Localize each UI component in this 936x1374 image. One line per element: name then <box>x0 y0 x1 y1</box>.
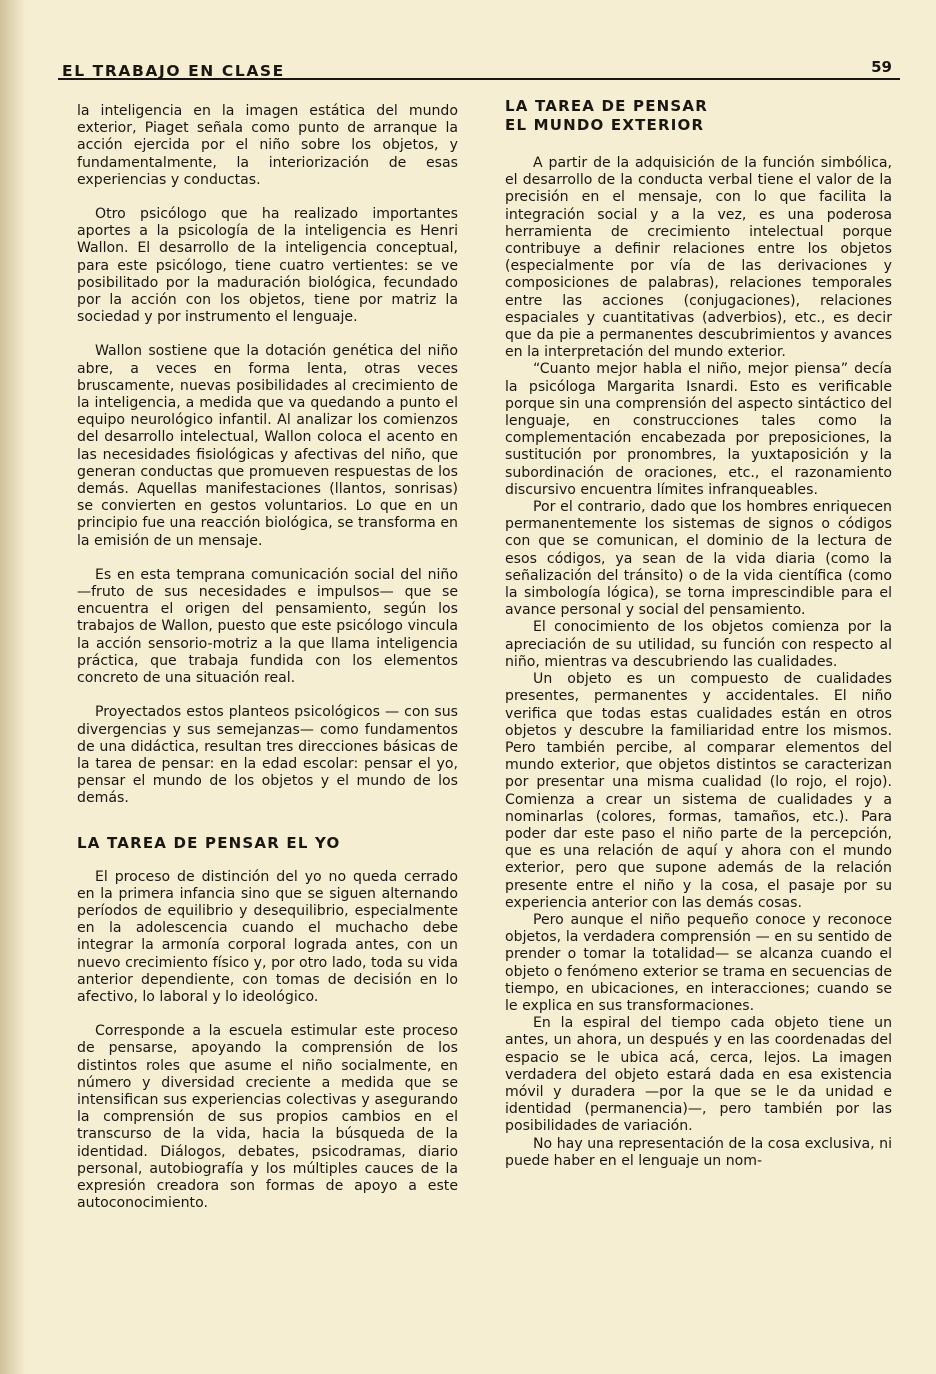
paragraph: El proceso de distinción del yo no queda cerrado en la primera infancia sino que se siguen alternando períodos de equilibrio y desequilibrio, especialmente en la adolescencia cuando el muchacho debe integrar la armonía corporal lograda antes, con un nuevo crecimiento físico y, por otro lado, toda su vida anterior dependiente, con tomas de decisión en lo afectivo, lo laboral y lo ideológico. <box>77 868 458 1005</box>
paragraph: Wallon sostiene que la dotación genética del niño abre, a veces en forma lenta, otras veces bruscamente, nuevas posibilidades al crecimiento de la inteligencia, a medida que va quedando a punto el equipo neurológico infantil. Al analizar los comienzos del desarrollo intelectual, Wallon coloca el acento en las necesidades fisiológicas y afectivas del niño, que generan conductas que promueven respuestas de los demás. Aquellas manifestaciones (llantos, sonrisas) se convierten en gestos voluntarios. Lo que en un principio fue una reacción biológica, se transforma en la emisión de un mensaje. <box>77 343 458 549</box>
paragraph: En la espiral del tiempo cada objeto tiene un antes, un ahora, un después y en las coordenadas del espacio se le ubica acá, cerca, lejos. La imagen verdadera del objeto estará dada en esa existencia móvil y duradera —por la que se le da unidad e identidad (permanencia)—, pero también por las posibilidades de variación. <box>505 1015 892 1135</box>
paragraph: Proyectados estos planteos psicológicos — con sus divergencias y sus semejanzas— como fundamentos de una didáctica, resultan tres direcciones básicas de la tarea de pensar: en la edad escolar: pensar el yo, pensar el mundo de los objetos y el mundo de los demás. <box>77 704 458 807</box>
page-number: 59 <box>871 58 892 76</box>
header-rule <box>58 78 900 80</box>
section-title-mundo-exterior <box>505 97 892 135</box>
paragraph: Pero aunque el niño pequeño conoce y reconoce objetos, la verdadera comprensión — en su sentido de prender o tomar la totalidad— se alcanza cuando el objeto o fenómeno exterior se trama en secuencias de tiempo, en ubicaciones, en interacciones; cuando se le explica en sus transformaciones. <box>505 911 892 1014</box>
right-column <box>505 97 892 1170</box>
paragraph: Es en esta temprana comunicación social del niño —fruto de sus necesidades e impulsos— que se encuentra el origen del pensamiento, según los trabajos de Wallon, puesto que este psicólogo vincula la acción sensorio-motriz a la que llama inteligencia práctica, que trabaja fundida con los elementos concreto de una situación real. <box>77 566 458 687</box>
paragraph: la inteligencia en la imagen estática del mundo exterior, Piaget señala como punto de arranque la acción ejercida por el niño sobre los objetos, y fundamentalmente, la interiorización de esas experiencias y conductas. <box>77 103 458 188</box>
running-head: EL TRABAJO EN CLASE <box>62 62 285 80</box>
page-binding-shadow <box>0 0 26 1374</box>
section-title-pensar-el-yo: LA TAREA DE PENSAR EL YO <box>77 833 341 852</box>
paragraph: Corresponde a la escuela estimular este proceso de pensarse, apoyando la comprensión de los distintos roles que asume el niño socialmente, en número y diversidad creciente a medida que se intensifican sus experiencias colectivas y asegurando la comprensión de sus propios cambios en el transcurso de la vida, hacia la búsqueda de la identidad. Diálogos, debates, psicodramas, diario personal, autobiografía y los múltiples cauces de la expresión creadora son formas de apoyo a este autoconocimiento. <box>77 1023 458 1212</box>
paragraph: Un objeto es un compuesto de cualidades presentes, permanentes y accidentales. El niño verifica que todas estas cualidades están en otros objetos y descubre la familiaridad entre los mismos. Pero también percibe, al comparar elementos del mundo exterior, que objetos distintos se caracterizan por presentar una misma cualidad (lo rojo, el rojo). Comienza a crear un sistema de cualidades y a nominarlas (colores, formas, tamaños, etc.). Para poder dar este paso el niño parte de la percepción, que es una relación de aquí y ahora con el mundo exterior, pero que supone además de la relación presente entre el niño y la cosa, el pasaje por su experiencia anterior con las demás cosas. <box>505 671 892 911</box>
section-title-line: LA TAREA DE PENSAR <box>505 97 708 115</box>
section-title-line: EL MUNDO EXTERIOR <box>505 116 705 134</box>
left-column <box>77 103 458 1229</box>
paragraph: No hay una representación de la cosa exclusiva, ni puede haber en el lenguaje un nom- <box>505 1135 892 1169</box>
paragraph: “Cuanto mejor habla el niño, mejor piensa” decía la psicóloga Margarita Isnardi. Esto es verificable porque sin una comprensión del aspecto sintáctico del lenguaje, en construcciones tales como la complementación encabezada por preposiciones, la sustitución por pronombres, la yuxtaposición y la subordinación de oraciones, etc., el razonamiento discursivo encuentra límites infranqueables. <box>505 361 892 498</box>
paragraph: El conocimiento de los objetos comienza por la apreciación de su utilidad, su función con respecto al niño, mientras va descubriendo las cualidades. <box>505 619 892 670</box>
paragraph: A partir de la adquisición de la función simbólica, el desarrollo de la conducta verbal tiene el valor de la precisión en el mensaje, con lo que facilita la integración social y a la vez, es una poderosa herramienta de crecimiento intelectual porque contribuye a definir relaciones entre los objetos (especialmente por vía de las derivaciones y composiciones de palabras), relaciones temporales entre las acciones (conjugaciones), relaciones espaciales y cuantitativas (adverbios), etc., es decir que da pie a permanentes descubrimientos y avances en la interpretación del mundo exterior. <box>505 155 892 361</box>
paragraph: Otro psicólogo que ha realizado importantes aportes a la psicología de la inteligencia es Henri Wallon. El desarrollo de la inteligencia conceptual, para este psicólogo, tiene cuatro vertientes: se ve posibilitado por la maduración biológica, fecundado por la acción con los objetos, tiene por matriz la sociedad y por instrumento el lenguaje. <box>77 206 458 326</box>
paragraph: Por el contrario, dado que los hombres enriquecen permanentemente los sistemas de signos o códigos con que se comunican, el dominio de la lectura de esos códigos, ya sean de la vida diaria (como la señalización del tránsito) o de la vida científica (como la simbología lógica), se torna imprescindible para el avance personal y social del pensamiento. <box>505 499 892 619</box>
